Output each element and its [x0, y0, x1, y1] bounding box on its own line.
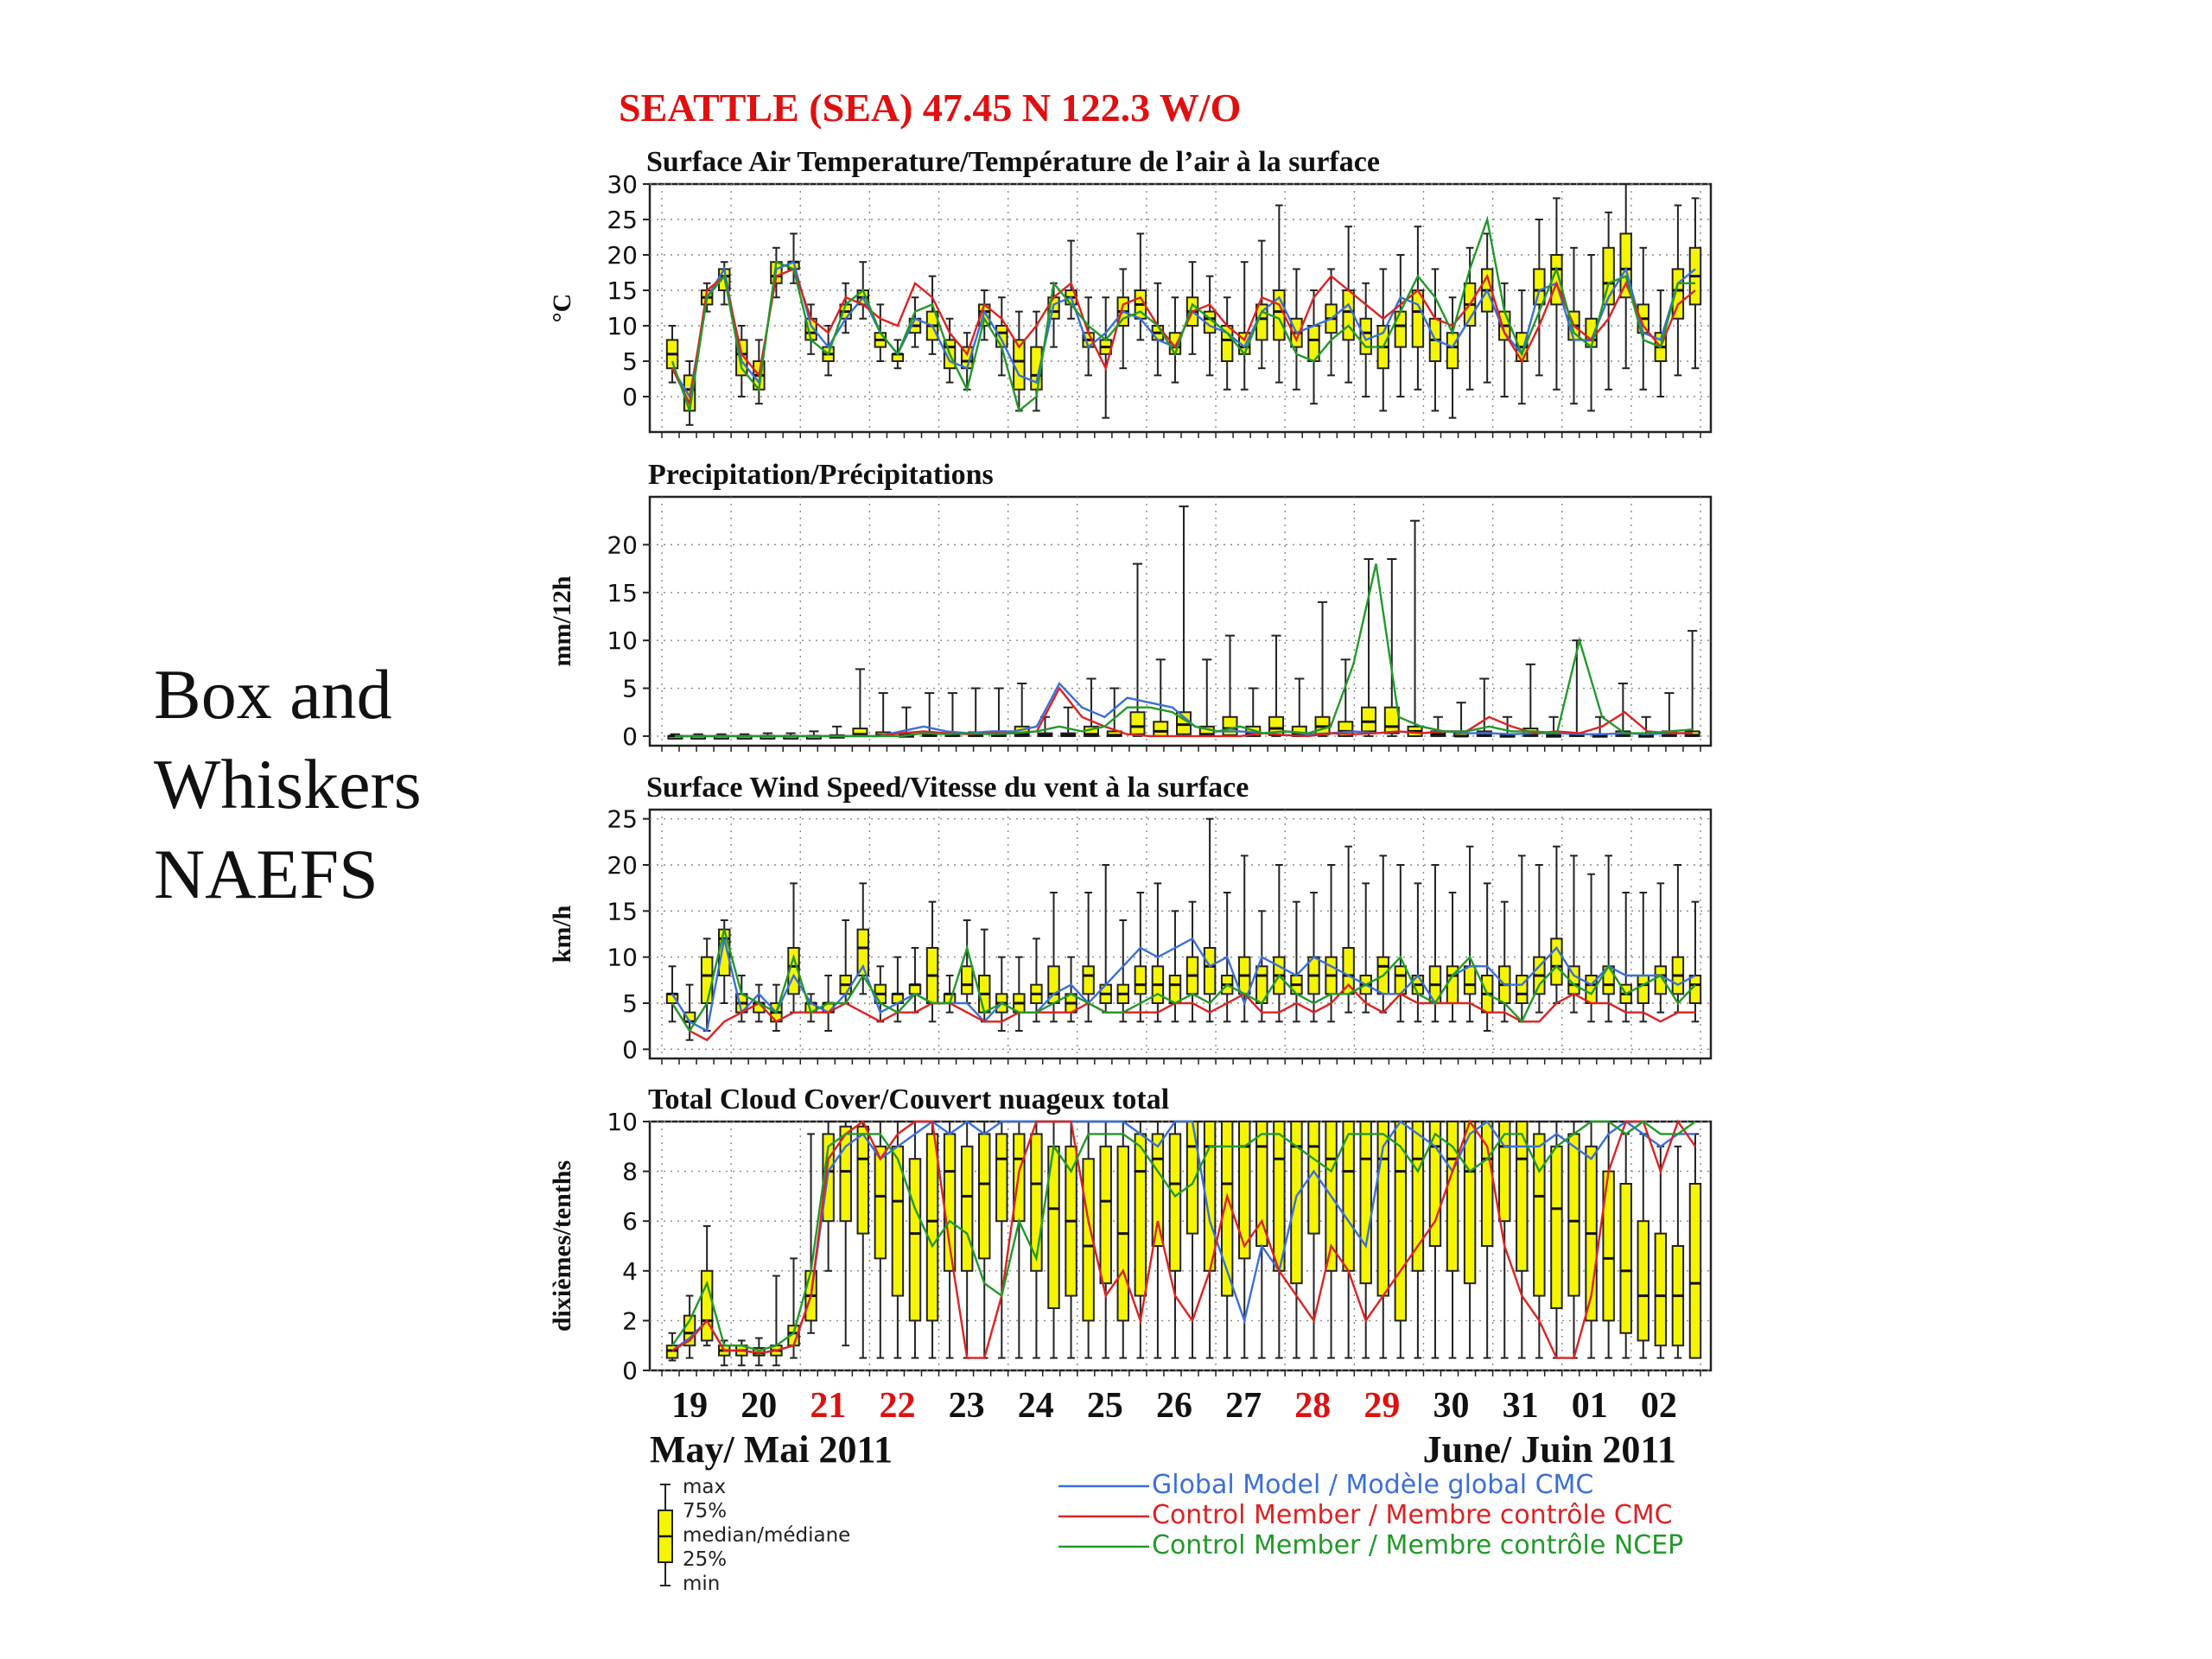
panel-1 [548, 146, 1711, 438]
y-tick-label: 20 [607, 851, 638, 880]
x-date-label: 25 [1086, 1386, 1123, 1426]
y-tick-label: 25 [607, 206, 638, 234]
iqr-box [1620, 1184, 1630, 1333]
y-axis-label: °C [548, 293, 576, 323]
iqr-box [910, 985, 920, 995]
side-line: Box and [154, 655, 392, 734]
y-axis-label: dixièmes/tenths [548, 1160, 576, 1332]
x-date-label: 29 [1363, 1386, 1401, 1426]
panel-title: Surface Air Temperature/Température de l’air à la surface [646, 146, 1380, 178]
legend-global-model [1058, 1470, 1593, 1500]
panel-title: Precipitation/Précipitations [648, 459, 994, 491]
y-tick-label: 25 [607, 804, 638, 834]
y-tick-label: 10 [607, 312, 638, 340]
iqr-box [1224, 717, 1237, 735]
iqr-box [1343, 290, 1353, 340]
model-legend [1058, 1470, 1683, 1560]
iqr-box [1362, 708, 1376, 732]
y-tick-label: 5 [622, 674, 638, 703]
iqr-box [1135, 1134, 1146, 1295]
y-tick-label: 0 [622, 1357, 638, 1385]
iqr-box [1534, 1134, 1544, 1295]
iqr-box [1551, 1147, 1561, 1308]
box-legend-label: 75% [683, 1500, 728, 1522]
x-date-label: 26 [1156, 1386, 1192, 1426]
x-date-label: 24 [1017, 1386, 1054, 1426]
iqr-box [1465, 966, 1475, 994]
iqr-box [1360, 319, 1370, 354]
iqr-box [1343, 948, 1353, 994]
chart-title: SEATTLE (SEA) 47.45 N 122.3 W/O [619, 86, 1242, 130]
side-line: Whiskers [154, 745, 422, 823]
iqr-box [858, 1127, 868, 1234]
x-date-label: 02 [1640, 1386, 1677, 1426]
legend-label: Control Member / Membre contrôle NCEP [1152, 1530, 1684, 1560]
legend-label: Control Member / Membre contrôle CMC [1152, 1500, 1673, 1530]
x-date-label: 23 [948, 1386, 985, 1426]
y-axis-label: mm/12h [548, 575, 576, 667]
iqr-box [1083, 966, 1093, 994]
iqr-box [1205, 948, 1215, 994]
iqr-box [927, 1134, 938, 1320]
y-tick-label: 5 [622, 989, 638, 1018]
x-date-label: 28 [1294, 1386, 1332, 1426]
y-tick-label: 15 [607, 578, 638, 607]
y-tick-label: 6 [622, 1207, 638, 1236]
box-legend [658, 1476, 850, 1595]
iqr-box [1638, 976, 1649, 1003]
box-legend-label: max [683, 1476, 727, 1498]
legend-ncep-control [1058, 1530, 1683, 1560]
x-date-label: 31 [1502, 1386, 1539, 1426]
iqr-box [996, 1134, 1007, 1221]
month-label-june: June/ Juin 2011 [1422, 1428, 1676, 1471]
iqr-box [996, 326, 1007, 347]
iqr-box [1385, 708, 1399, 734]
iqr-box [979, 1134, 989, 1258]
iqr-box [1499, 1122, 1510, 1221]
y-tick-label: 0 [622, 1035, 638, 1065]
iqr-box [1274, 1122, 1284, 1271]
x-date-label: 30 [1433, 1386, 1470, 1426]
y-tick-label: 20 [607, 241, 638, 270]
panel-2 [548, 459, 1711, 752]
iqr-box [1690, 1184, 1700, 1358]
iqr-box [1130, 712, 1144, 734]
iqr-box [1360, 1122, 1370, 1283]
y-tick-label: 8 [622, 1157, 638, 1186]
y-tick-label: 0 [622, 721, 638, 751]
iqr-box [962, 1147, 972, 1271]
x-date-label: 27 [1225, 1386, 1262, 1426]
y-tick-label: 30 [607, 170, 638, 199]
y-tick-label: 10 [607, 943, 638, 972]
iqr-box [1413, 290, 1423, 347]
iqr-box [875, 1147, 886, 1259]
x-date-label: 21 [810, 1386, 847, 1426]
box-legend-label: median/médiane [683, 1524, 851, 1547]
iqr-box [1465, 1122, 1475, 1283]
y-tick-label: 10 [607, 1108, 638, 1136]
y-tick-label: 15 [607, 897, 638, 926]
iqr-box [962, 966, 972, 994]
y-tick-label: 15 [607, 276, 638, 305]
plot-frame [650, 184, 1711, 432]
legend-cmc-control [1058, 1500, 1673, 1530]
box-legend-label: 25% [683, 1548, 728, 1571]
panel-3 [548, 772, 1711, 1065]
iqr-box [1638, 1221, 1649, 1340]
side-line: NAEFS [154, 835, 378, 913]
x-date-label: 01 [1571, 1386, 1608, 1426]
iqr-box [1551, 938, 1561, 984]
x-date-label: 22 [879, 1386, 916, 1426]
y-tick-label: 4 [622, 1256, 638, 1286]
iqr-box [1568, 1134, 1579, 1295]
y-axis-label: km/h [548, 905, 576, 963]
y-tick-label: 10 [607, 626, 638, 656]
iqr-box [1154, 721, 1167, 736]
iqr-box [1153, 1134, 1163, 1246]
y-tick-label: 20 [607, 531, 638, 560]
box-legend-label: min [683, 1573, 721, 1595]
iqr-box [910, 1159, 920, 1320]
iqr-box [1656, 1234, 1666, 1346]
iqr-box [1170, 976, 1180, 1003]
iqr-box [1170, 1134, 1180, 1270]
y-tick-label: 2 [622, 1306, 638, 1336]
iqr-box [1447, 333, 1458, 368]
panel-title: Surface Wind Speed/Vitesse du vent à la surface [646, 772, 1249, 804]
y-tick-label: 5 [622, 347, 638, 376]
y-tick-label: 0 [622, 383, 638, 411]
legend-label: Global Model / Modèle global CMC [1152, 1470, 1594, 1500]
panel-4 [548, 1084, 1711, 1385]
plot-frame [650, 497, 1711, 746]
iqr-box [1135, 966, 1146, 994]
x-date-label: 20 [741, 1386, 778, 1426]
iqr-box [1100, 1147, 1110, 1283]
iqr-box [702, 957, 712, 1003]
month-label-may: May/ Mai 2011 [650, 1428, 893, 1471]
iqr-box [1534, 269, 1544, 304]
x-date-label: 19 [671, 1386, 709, 1426]
iqr-box [1413, 1122, 1423, 1271]
panel-title: Total Cloud Cover/Couvert nuageux total [648, 1084, 1170, 1116]
